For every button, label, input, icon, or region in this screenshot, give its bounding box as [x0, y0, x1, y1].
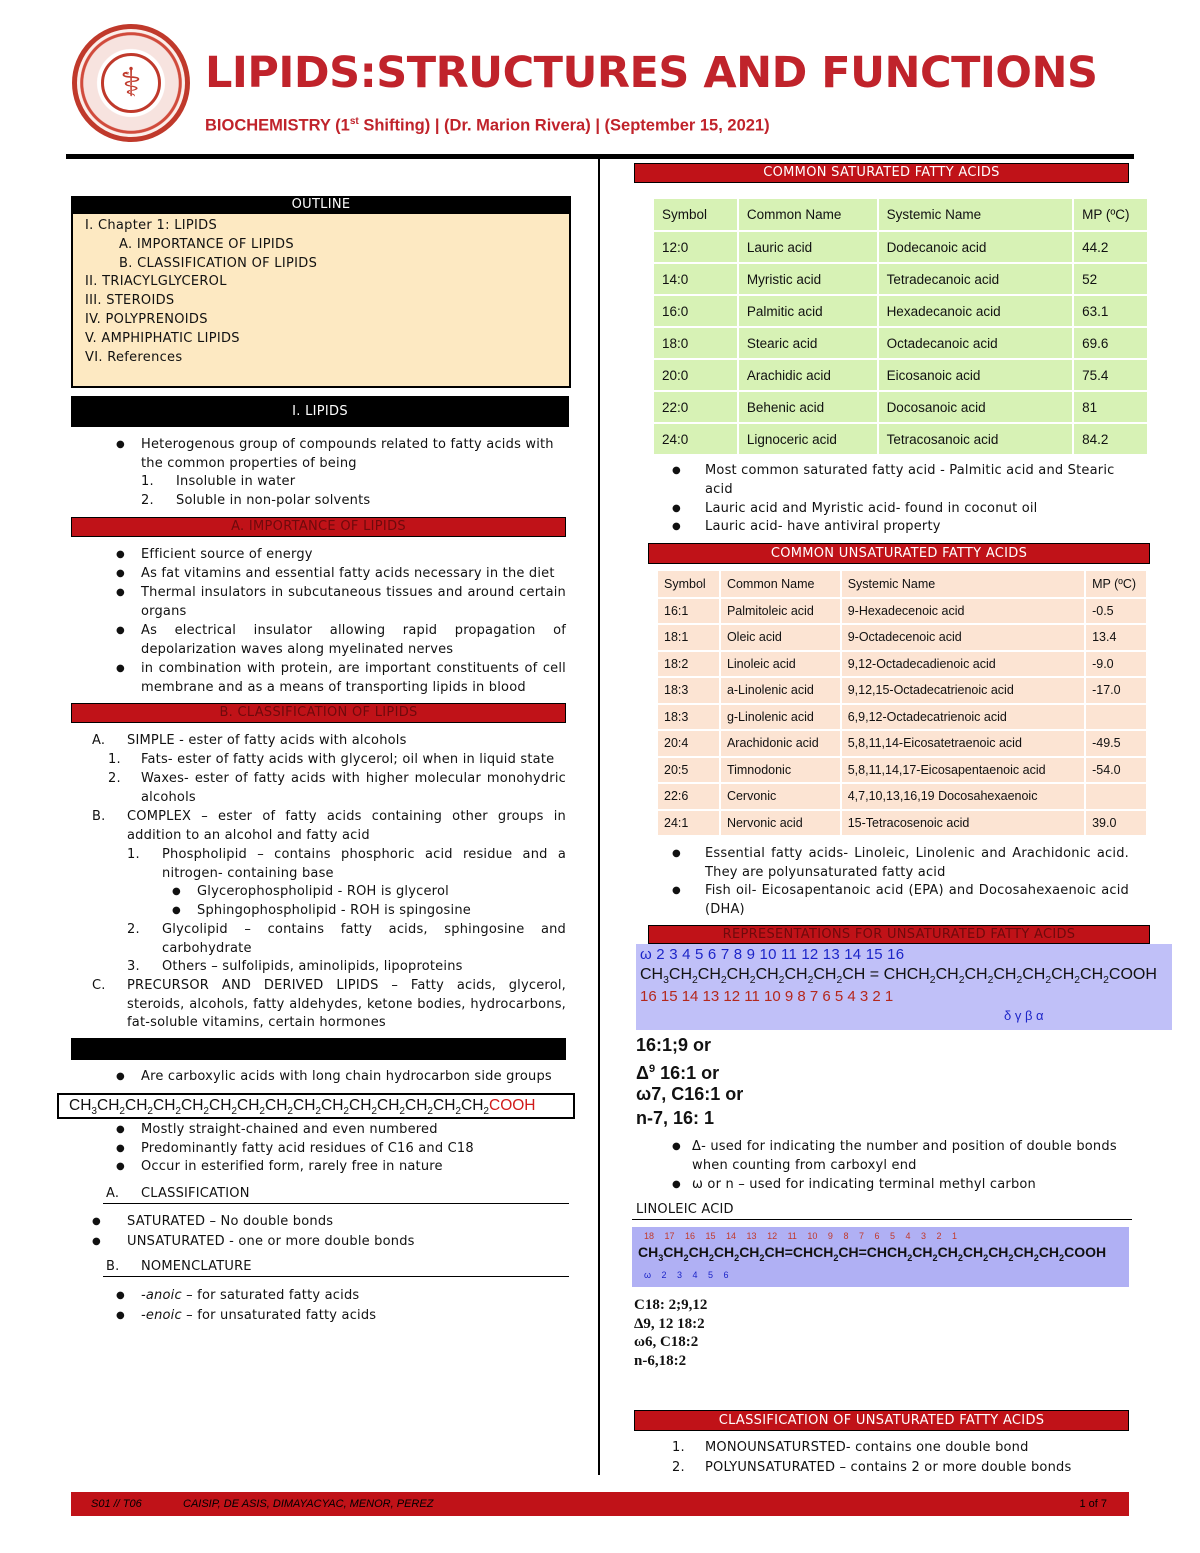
table-cell: Myristic acid [738, 263, 878, 295]
column-header: Symbol [654, 199, 738, 231]
saturated-table-heading: COMMON SATURATED FATTY ACIDS [634, 163, 1129, 183]
classification-fats: Fats- ester of fatty acids with glycerol; oil when in liquid state [141, 752, 555, 767]
importance-item: As fat vitamins and essential fatty acids necessary in the diet [141, 566, 555, 581]
unsaturated-row [658, 651, 1147, 678]
table-cell: g-Linolenic acid [720, 704, 841, 731]
outline-item: VI. References [85, 349, 183, 365]
representation-heading: REPRESENTATIONS FOR UNSATURATED FATTY ACIDS [648, 925, 1150, 944]
list-marker: 1. [108, 752, 121, 767]
classification-heading: B. CLASSIFICATION OF LIPIDS [71, 703, 566, 723]
unsaturated-note: Fish oil- Eicosapentanoic acid (EPA) and Docosahexaenoic acid (DHA) [705, 883, 1129, 917]
table-cell: 9-Hexadecenoic acid [841, 598, 1085, 625]
palmitoleic-chain: $CH_3CH_2CH_2CH_2CH_2CH_2CH_2CH$ = $CHCH_2CH_2CH_2CH_2CH_2CH_2CH_2COOH$ [640, 966, 1157, 987]
table-cell: Arachidonic acid [720, 730, 841, 757]
saturated-row [654, 327, 1148, 359]
importance-item: Thermal insulators in subcutaneous tissues and around certain organs [141, 585, 566, 619]
property-insoluble: Insoluble in water [176, 474, 296, 489]
list-marker: 1. [127, 847, 140, 862]
table-cell: 22:0 [654, 391, 738, 423]
bullet-icon: ● [672, 848, 681, 859]
classification-simple: SIMPLE - ester of fatty acids with alcohols [127, 733, 407, 748]
saturated-row [654, 359, 1148, 391]
omega-numbering: ω 2 3 4 5 6 7 8 9 10 11 12 13 14 15 16 [640, 946, 905, 963]
bullet-icon: ● [672, 1141, 681, 1152]
column-header: Symbol [658, 571, 720, 598]
outline-item: A. IMPORTANCE OF LIPIDS [119, 236, 294, 252]
bullet-icon: ● [116, 1310, 125, 1321]
table-cell: 84.2 [1073, 423, 1148, 455]
document-subtitle: BIOCHEMISTRY (1st Shifting) | (Dr. Marion Rivera) | (September 15, 2021) [205, 116, 770, 135]
document-title: LIPIDS:STRUCTURES AND FUNCTIONS [205, 48, 1098, 98]
table-cell: Palmitic acid [738, 295, 878, 327]
unsaturated-table-heading: COMMON UNSATURATED FATTY ACIDS [648, 543, 1150, 564]
saturated-row [654, 423, 1148, 455]
nomenclature-heading: NOMENCLATURE [141, 1259, 252, 1274]
bullet-icon: ● [92, 1216, 101, 1227]
list-marker: 1. [672, 1440, 685, 1455]
bullet-icon: ● [672, 503, 681, 514]
fatty-acids-intro: Are carboxylic acids with long chain hydrocarbon side groups [141, 1069, 552, 1084]
classification-phospholipid: Phospholipid – contains phosphoric acid residue and a nitrogen- containing base [162, 847, 566, 881]
section-lipids-heading: I. LIPIDS [71, 396, 569, 427]
anoic-rule: -anoic – for saturated fatty acids [141, 1288, 360, 1303]
subheading-rule [103, 1276, 569, 1277]
fatty-acid-point: Mostly straight-chained and even numbered [141, 1122, 438, 1137]
header-rule [66, 154, 1134, 159]
table-cell: -17.0 [1085, 677, 1147, 704]
footer-section: S01 // T06 [91, 1498, 142, 1510]
table-cell: -54.0 [1085, 757, 1147, 784]
outline-heading: OUTLINE [71, 196, 571, 214]
linoleic-omega-numbering: ω 2 3 4 5 6 [644, 1270, 729, 1280]
monounsaturated-definition: MONOUNSATURSTED- contains one double bond [705, 1440, 1029, 1455]
table-cell: Nervonic acid [720, 810, 841, 837]
notation-form: 16:1;9 or [636, 1035, 712, 1055]
saturated-definition: SATURATED – No double bonds [127, 1214, 334, 1229]
outline-item: II. TRIACYLGLYCEROL [85, 274, 227, 290]
table-cell: 18:1 [658, 624, 720, 651]
table-cell: Dodecanoic acid [878, 231, 1074, 263]
table-cell: 75.4 [1073, 359, 1148, 391]
polyunsaturated-definition: POLYUNSATURATED – contains 2 or more double bonds [705, 1460, 1072, 1475]
table-cell: Arachidic acid [738, 359, 878, 391]
unsaturated-row [658, 704, 1147, 731]
footer-authors: CAISIP, DE ASIS, DIMAYACYAC, MENOR, PEREZ [183, 1498, 434, 1510]
unsaturated-definition: UNSATURATED - one or more double bonds [127, 1234, 415, 1249]
omega-note: ω or n – used for indicating terminal methyl carbon [692, 1177, 1036, 1192]
bullet-icon: ● [172, 905, 181, 916]
unsaturated-row [658, 677, 1147, 704]
importance-item: in combination with protein, are important constituents of cell membrane and as a means of transporting lipids in blood [141, 661, 566, 695]
table-cell: 20:4 [658, 730, 720, 757]
saturated-note: Lauric acid and Myristic acid- found in coconut oil [705, 501, 1038, 516]
bullet-icon: ● [116, 1161, 125, 1172]
table-cell: Behenic acid [738, 391, 878, 423]
unsaturated-note: Essential fatty acids- Linoleic, Linolenic and Arachidonic acid. They are polyunsaturated fatty acid [705, 846, 1129, 880]
caduceus-icon: ⚕ [120, 60, 142, 106]
unsaturated-row [658, 624, 1147, 651]
table-cell: 39.0 [1085, 810, 1147, 837]
table-cell: Docosanoic acid [878, 391, 1074, 423]
outline-item: B. CLASSIFICATION OF LIPIDS [119, 255, 318, 271]
unsaturated-row [658, 598, 1147, 625]
page-number: 1 of 7 [1079, 1498, 1107, 1510]
importance-heading: A. IMPORTANCE OF LIPIDS [71, 517, 566, 537]
saturated-row [654, 295, 1148, 327]
linoleic-form: C18: 2;9,12 [634, 1297, 708, 1313]
classification-precursor: PRECURSOR AND DERIVED LIPIDS – Fatty acids, glycerol, steroids, alcohols, fatty aldehydes, ketone bodies, hydrocarbons, fat-soluble vitamins, certain hormones [127, 978, 566, 1030]
table-cell: 9,12,15-Octadecatrienoic acid [841, 677, 1085, 704]
table-cell: 22:6 [658, 783, 720, 810]
table-cell: 16:0 [654, 295, 738, 327]
column-header: MP (ºC) [1073, 199, 1148, 231]
notation-form: ω7, C16:1 or [636, 1084, 744, 1104]
table-cell: Oleic acid [720, 624, 841, 651]
table-cell [1085, 704, 1147, 731]
list-marker: 1. [141, 474, 154, 489]
linoleic-form: n-6,18:2 [634, 1352, 687, 1369]
table-cell: Tetracosanoic acid [878, 423, 1074, 455]
notation-form: $\Delta^9$ 16:1 or [636, 1063, 720, 1083]
table-cell: 69.6 [1073, 327, 1148, 359]
column-header: Common Name [738, 199, 878, 231]
bullet-icon: ● [672, 465, 681, 476]
saturated-header-row [654, 199, 1148, 231]
list-marker: 2. [141, 493, 154, 508]
table-cell: -49.5 [1085, 730, 1147, 757]
column-divider [598, 159, 600, 1475]
table-cell: 14:0 [654, 263, 738, 295]
table-cell [1085, 783, 1147, 810]
table-cell: 9,12-Octadecadienoic acid [841, 651, 1085, 678]
list-marker: A. [106, 1186, 120, 1201]
delta-note: Δ- used for indicating the number and position of double bonds when counting from carboxyl end [692, 1139, 1117, 1173]
unsaturated-fatty-acids-table [658, 571, 1148, 837]
unsaturated-row [658, 730, 1147, 757]
table-cell: a-Linolenic acid [720, 677, 841, 704]
table-cell: 6,9,12-Octadecatrienoic acid [841, 704, 1085, 731]
bullet-icon: ● [116, 549, 125, 560]
saturated-row [654, 263, 1148, 295]
table-cell: Lignoceric acid [738, 423, 878, 455]
table-cell: 44.2 [1073, 231, 1148, 263]
bullet-icon: ● [116, 1124, 125, 1135]
table-cell: 13.4 [1085, 624, 1147, 651]
list-marker: B. [106, 1259, 120, 1274]
classification-sphingophospholipid: Sphingophospholipid - ROH is spingosine [197, 903, 471, 918]
outline-item: III. STEROIDS [85, 293, 175, 309]
table-cell: 18:0 [654, 327, 738, 359]
list-marker: 2. [108, 771, 121, 786]
table-cell: 18:2 [658, 651, 720, 678]
bullet-icon: ● [116, 439, 125, 450]
greek-numbering: δ γ β α [1004, 1008, 1044, 1023]
fatty-acid-point: Occur in esterified form, rarely free in nature [141, 1159, 443, 1174]
table-cell: 5,8,11,14,17-Eicosapentaenoic acid [841, 757, 1085, 784]
table-cell: 12:0 [654, 231, 738, 263]
unsat-classification-heading: CLASSIFICATION OF UNSATURATED FATTY ACIDS [634, 1410, 1129, 1431]
linoleic-heading: LINOLEIC ACID [636, 1202, 734, 1217]
outline-item: IV. POLYPRENOIDS [85, 311, 208, 327]
outline-item: I. Chapter 1: LIPIDS [85, 218, 218, 233]
importance-item: As electrical insulator allowing rapid propagation of depolarization waves along myelinated nerves [141, 623, 566, 657]
list-marker: 2. [127, 922, 140, 937]
outline-box [71, 214, 571, 388]
table-cell: 16:1 [658, 598, 720, 625]
table-cell: Hexadecanoic acid [878, 295, 1074, 327]
linoleic-form: ω6, C18:2 [634, 1334, 699, 1350]
list-marker: A. [92, 733, 106, 748]
table-cell: 81 [1073, 391, 1148, 423]
fatty-acid-point: Predominantly fatty acid residues of C16 and C18 [141, 1141, 474, 1156]
column-header: Common Name [720, 571, 841, 598]
saturated-row [654, 231, 1148, 263]
column-header: Systemic Name [841, 571, 1085, 598]
classification-others: Others – sulfolipids, aminolipids, lipoproteins [162, 959, 463, 974]
table-cell: Octadecanoic acid [878, 327, 1074, 359]
table-cell: Stearic acid [738, 327, 878, 359]
bullet-icon: ● [672, 1179, 681, 1190]
bullet-icon: ● [116, 1071, 125, 1082]
table-cell: 24:1 [658, 810, 720, 837]
classification-glycolipid: Glycolipid – contains fatty acids, sphingosine and carbohydrate [162, 922, 566, 956]
linoleic-form: Δ9, 12 18:2 [634, 1315, 705, 1332]
table-cell: Linoleic acid [720, 651, 841, 678]
bullet-icon: ● [116, 568, 125, 579]
outline-item: V. AMPHIPHATIC LIPIDS [85, 330, 240, 346]
table-cell: 9-Octadecenoic acid [841, 624, 1085, 651]
table-cell: Palmitoleic acid [720, 598, 841, 625]
table-cell: Eicosanoic acid [878, 359, 1074, 391]
linoleic-chain: $CH_3CH_2CH_2CH_2CH_2CH=CHCH_2CH=CHCH_2CH_2CH_2CH_2CH_2CH_2CH_2COOH$ [638, 1244, 1107, 1263]
bullet-icon: ● [116, 663, 125, 674]
table-cell: Cervonic [720, 783, 841, 810]
classification-glycerophospholipid: Glycerophospholipid - ROH is glycerol [197, 884, 449, 899]
table-cell: -0.5 [1085, 598, 1147, 625]
table-cell: 18:3 [658, 677, 720, 704]
unsaturated-header-row [658, 571, 1147, 598]
table-cell: 20:5 [658, 757, 720, 784]
list-marker: C. [92, 978, 106, 993]
table-cell: 20:0 [654, 359, 738, 391]
unsaturated-row [658, 810, 1147, 837]
unsaturated-row [658, 783, 1147, 810]
table-cell: Lauric acid [738, 231, 878, 263]
list-marker: B. [92, 809, 106, 824]
saturated-row [654, 391, 1148, 423]
table-cell: 63.1 [1073, 295, 1148, 327]
linoleic-representation [632, 1227, 1129, 1287]
palmitoleic-representation [636, 944, 1172, 1030]
subheading-rule [103, 1203, 569, 1204]
bullet-icon: ● [116, 625, 125, 636]
bullet-icon: ● [92, 1236, 101, 1247]
bullet-icon: ● [116, 587, 125, 598]
school-seal-logo [72, 24, 190, 142]
list-marker: 3. [127, 959, 140, 974]
table-cell: 15-Tetracosenoic acid [841, 810, 1085, 837]
page-footer [71, 1492, 1129, 1516]
enoic-rule: -enoic – for unsaturated fatty acids [141, 1308, 377, 1323]
subheading-rule [632, 1219, 1132, 1220]
saturated-note: Lauric acid- have antiviral property [705, 519, 941, 534]
carboxyl-group: COOH [489, 1097, 536, 1114]
saturated-note: Most common saturated fatty acid - Palmitic acid and Stearic acid [705, 463, 1115, 497]
unsaturated-row [658, 757, 1147, 784]
bullet-icon: ● [116, 1290, 125, 1301]
classification-waxes: Waxes- ester of fatty acids with higher molecular monohydric alcohols [141, 771, 566, 805]
fatty-acids-heading [71, 1038, 566, 1060]
bullet-icon: ● [672, 885, 681, 896]
table-cell: 52 [1073, 263, 1148, 295]
table-cell: 18:3 [658, 704, 720, 731]
column-header: Systemic Name [878, 199, 1074, 231]
table-cell: Timnodonic [720, 757, 841, 784]
table-cell: -9.0 [1085, 651, 1147, 678]
list-marker: 2. [672, 1460, 685, 1475]
lipids-intro: Heterogenous group of compounds related to fatty acids with the common properties of being [141, 437, 554, 471]
linoleic-notation [634, 1296, 707, 1370]
table-cell: 4,7,10,13,16,19 Docosahexaenoic [841, 783, 1085, 810]
bullet-icon: ● [172, 886, 181, 897]
palmitic-acid-formula: $CH_3CH_2CH_2CH_2CH_2CH_2CH_2CH_2CH_2CH_2CH_2CH_2CH_2CH_2CH_2COOH$ [57, 1093, 575, 1119]
classification-complex: COMPLEX – ester of fatty acids containing other groups in addition to an alcohol and fatty acid [127, 809, 566, 843]
notation-form: n-7, 16: 1 [636, 1108, 715, 1128]
table-cell: Tetradecanoic acid [878, 263, 1074, 295]
importance-item: Efficient source of energy [141, 547, 313, 562]
bullet-icon: ● [116, 1143, 125, 1154]
fatty-acid-classification-heading: CLASSIFICATION [141, 1186, 250, 1201]
linoleic-carbon-numbering: 18 17 16 15 14 13 12 11 10 9 8 7 6 5 4 3 2 1 [644, 1231, 957, 1241]
property-soluble: Soluble in non-polar solvents [176, 493, 371, 508]
saturated-fatty-acids-table [654, 199, 1149, 456]
table-cell: 5,8,11,14-Eicosatetraenoic acid [841, 730, 1085, 757]
table-cell: 24:0 [654, 423, 738, 455]
column-header: MP (ºC) [1085, 571, 1147, 598]
carbon-numbering: 16 15 14 13 12 11 10 9 8 7 6 5 4 3 2 1 [640, 988, 894, 1005]
bullet-icon: ● [672, 521, 681, 532]
